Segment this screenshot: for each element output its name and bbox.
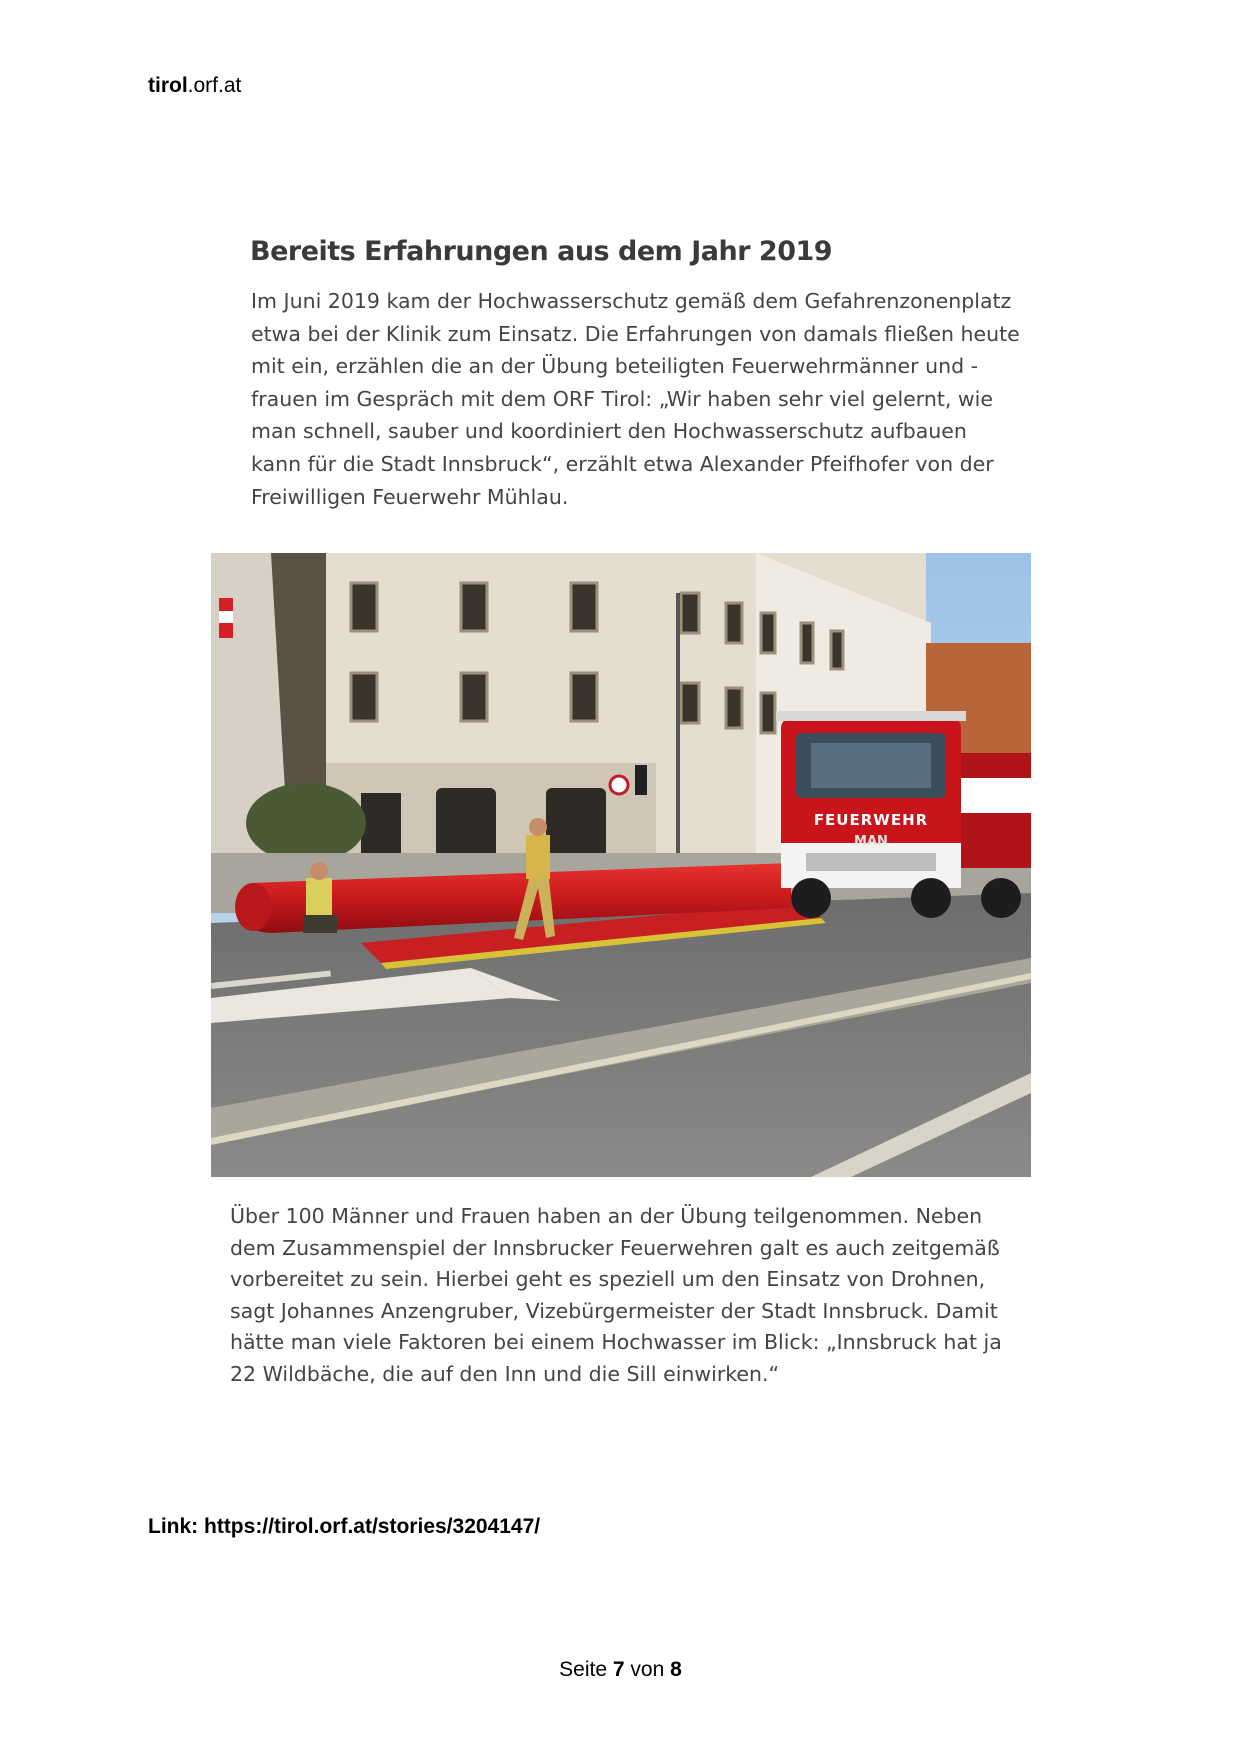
article-photo xyxy=(211,553,1031,1177)
footer-middle: von xyxy=(630,1658,665,1681)
footer-prefix: Seite xyxy=(559,1658,608,1681)
article-paragraph-1: Im Juni 2019 kam der Hochwasserschutz gemäß dem Gefahrenzonenplatz etwa bei der Klinik zum Einsatz. Die Erfahrungen von damals fließen heute mit ein, erzählen die an der Übung beteiligten Feuerwehrmänner und -frauen im Gespräch mit dem ORF Tirol: „Wir haben sehr viel gelernt, wie man schnell, sauber und koordiniert den Hochwasserschutz aufbauen kann für die Stadt Innsbruck“, erzählt etwa Alexander Pfeifhofer von der Freiwilligen Feuerwehr Mühlau. xyxy=(251,289,1020,509)
site-header xyxy=(148,74,241,98)
page-footer xyxy=(0,1658,1241,1682)
article-paragraph-2: Über 100 Männer und Frauen haben an der Übung teilgenommen. Neben dem Zusammenspiel der Innsbrucker Feuerwehren galt es auch zeitgemäß vorbereitet zu sein. Hierbei geht es speziell um den Einsatz von Drohnen, sagt Johannes Anzengruber, Vizebürgermeister der Stadt Innsbruck. Damit hätte man viele Faktoren bei einem Hochwasser im Blick: „Innsbruck hat ja 22 Wildbäche, die auf den Inn und die Sill einwirken.“ xyxy=(230,1204,1002,1386)
site-name-rest: .orf.at xyxy=(187,74,242,97)
footer-total-pages: 8 xyxy=(670,1658,682,1681)
photo-truck-label: FEUERWEHR xyxy=(813,811,929,829)
site-name-bold: tirol xyxy=(148,74,188,97)
footer-current-page: 7 xyxy=(612,1658,625,1681)
article-heading: Bereits Erfahrungen aus dem Jahr 2019 xyxy=(250,236,833,267)
source-link[interactable]: Link: https://tirol.orf.at/stories/3204147/ xyxy=(148,1515,541,1538)
photo-truck-brand: MAN xyxy=(854,834,888,849)
